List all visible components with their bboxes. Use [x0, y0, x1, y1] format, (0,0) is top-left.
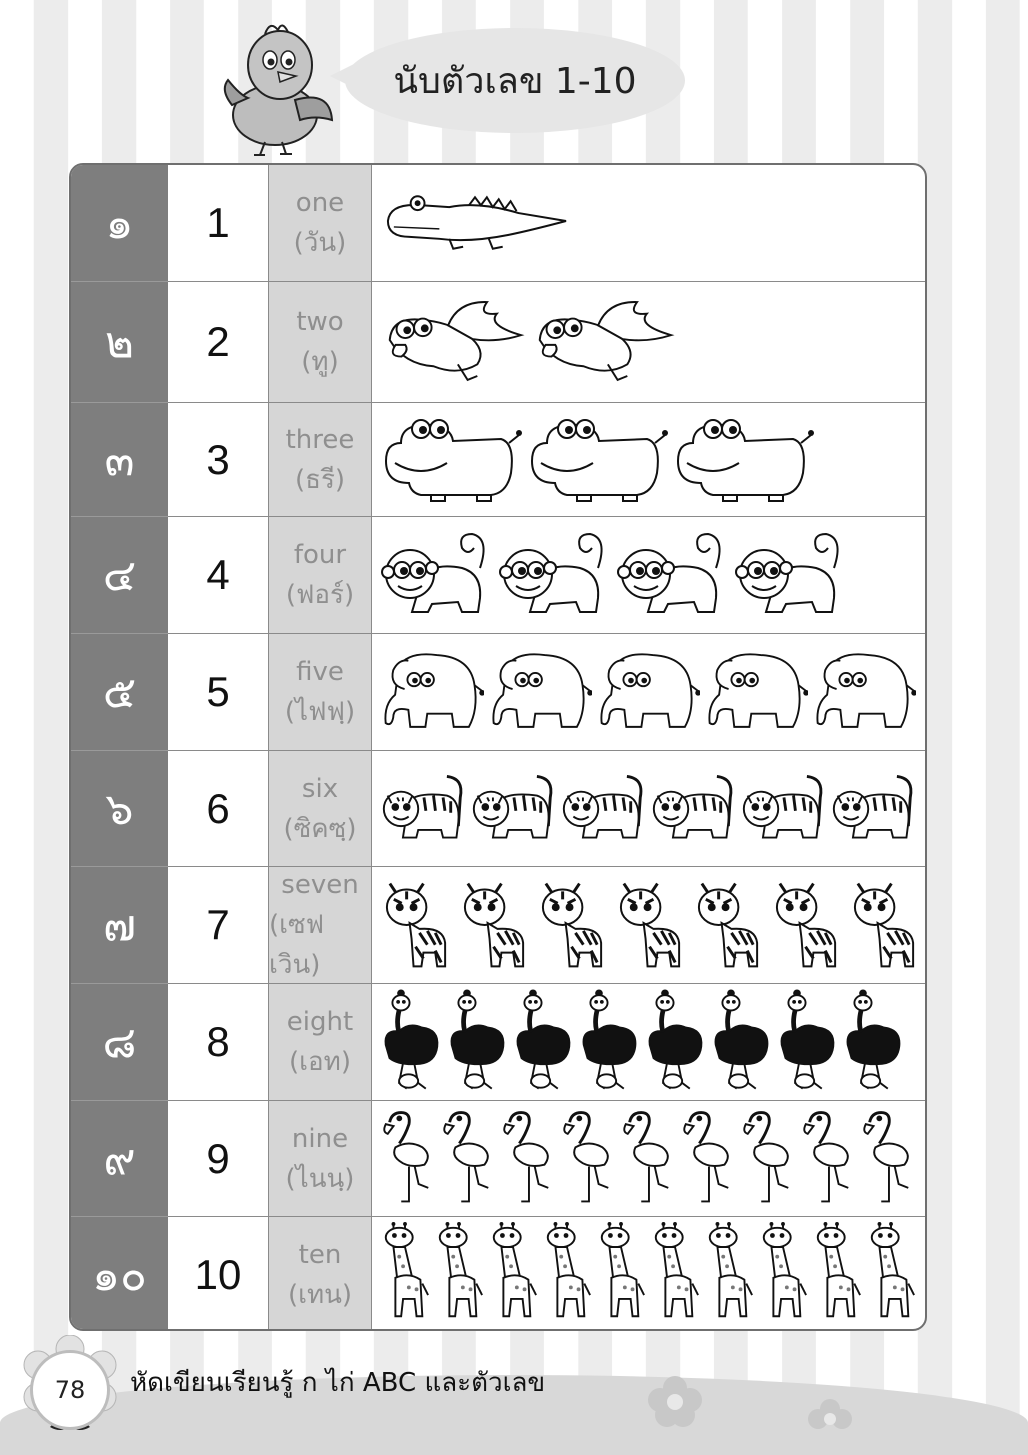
animal-pictures — [372, 751, 925, 866]
animal-pictures — [372, 634, 925, 750]
counting-table — [69, 163, 927, 1331]
english-word: five — [296, 657, 344, 687]
ostrich-icon — [710, 985, 772, 1099]
thai-pronunciation: (ฟอร์) — [285, 580, 355, 610]
table-row — [71, 1217, 925, 1331]
zebra-icon — [770, 873, 844, 977]
monkey-icon — [498, 528, 612, 622]
ostrich-icon — [644, 985, 706, 1099]
tiger-icon — [470, 767, 556, 851]
ostrich-icon — [446, 985, 508, 1099]
thai-pronunciation: (เซฟเวิน) — [269, 910, 325, 980]
english-word: eight — [286, 1007, 354, 1037]
ostrich-icon — [842, 985, 904, 1099]
animal-pictures — [372, 282, 925, 402]
chick-icon — [220, 20, 340, 160]
english-word: seven — [281, 870, 359, 900]
tiger-icon — [740, 767, 826, 851]
parrot-icon — [380, 295, 526, 389]
flamingo-icon — [800, 1107, 856, 1211]
tiger-icon — [380, 767, 466, 851]
tiger-icon — [830, 767, 916, 851]
english-word: six — [301, 773, 339, 804]
number-word-cell — [269, 403, 372, 516]
thai-pronunciation: (เอท) — [289, 1047, 351, 1077]
giraffe-icon — [488, 1219, 538, 1331]
thai-numeral: ๕ — [71, 634, 168, 751]
elephant-icon — [812, 647, 916, 737]
elephant-icon — [596, 647, 700, 737]
thai-pronunciation: (ธรี) — [294, 464, 346, 495]
giraffe-icon — [812, 1219, 862, 1331]
page-number-badge — [30, 1350, 110, 1430]
table-row — [71, 751, 925, 867]
number-word-cell — [269, 1101, 372, 1216]
flamingo-icon — [440, 1107, 496, 1211]
table-row — [71, 165, 925, 282]
table-row — [71, 403, 925, 517]
animal-pictures — [372, 403, 925, 516]
flamingo-icon — [500, 1107, 556, 1211]
animal-pictures — [372, 984, 925, 1100]
arabic-numeral: 7 — [168, 867, 269, 983]
page-header — [0, 0, 1028, 160]
thai-numeral: ๓ — [71, 403, 168, 517]
number-word-cell — [269, 751, 372, 866]
giraffe-icon — [542, 1219, 592, 1331]
animal-pictures — [372, 1217, 925, 1331]
number-word-cell — [269, 282, 372, 402]
thai-pronunciation: (ซิคซฺ) — [283, 813, 357, 844]
zebra-icon — [380, 873, 454, 977]
book-title: หัดเขียนเรียนรู้ ก ไก่ ABC และตัวเลข — [130, 1368, 546, 1398]
zebra-icon — [692, 873, 766, 977]
thai-numeral: ๑๐ — [71, 1217, 168, 1331]
ostrich-icon — [380, 985, 442, 1099]
thai-pronunciation: (เทน) — [287, 1280, 353, 1310]
arabic-numeral: 3 — [168, 403, 269, 516]
thai-numeral: ๗ — [71, 867, 168, 984]
ostrich-icon — [578, 985, 640, 1099]
arabic-numeral: 4 — [168, 517, 269, 633]
monkey-icon — [616, 528, 730, 622]
parrot-icon — [530, 295, 676, 389]
flower-icon — [640, 1370, 710, 1430]
thai-numeral: ๙ — [71, 1101, 168, 1217]
zebra-icon — [458, 873, 532, 977]
thai-numeral: ๑ — [71, 165, 168, 282]
thai-pronunciation: (วัน) — [293, 228, 347, 258]
crocodile-icon — [380, 190, 568, 256]
thai-pronunciation: (ไนนฺ) — [285, 1163, 355, 1194]
zebra-icon — [536, 873, 610, 977]
arabic-numeral: 8 — [168, 984, 269, 1100]
animal-pictures — [372, 867, 925, 983]
thai-pronunciation: (ไฟฟฺ) — [284, 697, 356, 727]
flamingo-icon — [740, 1107, 796, 1211]
english-word: three — [285, 424, 355, 455]
arabic-numeral: 9 — [168, 1101, 269, 1216]
number-word-cell — [269, 1217, 372, 1331]
monkey-icon — [734, 528, 848, 622]
flamingo-icon — [560, 1107, 616, 1211]
thai-pronunciation: (ทู) — [301, 347, 339, 377]
tiger-icon — [650, 767, 736, 851]
elephant-icon — [704, 647, 808, 737]
ostrich-icon — [512, 985, 574, 1099]
table-row — [71, 984, 925, 1101]
flamingo-icon — [860, 1107, 916, 1211]
zebra-icon — [614, 873, 688, 977]
thai-numeral: ๖ — [71, 751, 168, 867]
giraffe-icon — [758, 1219, 808, 1331]
arabic-numeral: 5 — [168, 634, 269, 750]
arabic-numeral: 1 — [168, 165, 269, 281]
hippo-icon — [526, 413, 668, 507]
giraffe-icon — [380, 1219, 430, 1331]
speech-bubble — [345, 28, 685, 133]
elephant-icon — [380, 647, 484, 737]
arabic-numeral: 2 — [168, 282, 269, 402]
table-row — [71, 634, 925, 751]
thai-numeral: ๔ — [71, 517, 168, 634]
number-word-cell — [269, 634, 372, 750]
page-footer — [0, 1330, 1028, 1433]
giraffe-icon — [650, 1219, 700, 1331]
number-word-cell — [269, 165, 372, 281]
tiger-icon — [560, 767, 646, 851]
table-row — [71, 517, 925, 634]
giraffe-icon — [866, 1219, 916, 1331]
arabic-numeral: 10 — [168, 1217, 269, 1331]
page-title: นับตัวเลข 1-10 — [393, 61, 637, 102]
english-word: nine — [291, 1123, 349, 1154]
number-word-cell — [269, 984, 372, 1100]
english-word: two — [296, 307, 344, 337]
number-word-cell — [269, 867, 372, 983]
flamingo-icon — [620, 1107, 676, 1211]
arabic-numeral: 6 — [168, 751, 269, 866]
ostrich-icon — [776, 985, 838, 1099]
animal-pictures — [372, 1101, 925, 1216]
table-row — [71, 1101, 925, 1217]
hippo-icon — [672, 413, 814, 507]
english-word: one — [295, 188, 345, 218]
flower-icon — [800, 1395, 860, 1435]
giraffe-icon — [434, 1219, 484, 1331]
thai-numeral: ๘ — [71, 984, 168, 1101]
monkey-icon — [380, 528, 494, 622]
flamingo-icon — [380, 1107, 436, 1211]
giraffe-icon — [704, 1219, 754, 1331]
english-word: ten — [298, 1240, 342, 1270]
number-word-cell — [269, 517, 372, 633]
table-row — [71, 867, 925, 984]
zebra-icon — [848, 873, 922, 977]
animal-pictures — [372, 165, 925, 281]
english-word: four — [293, 540, 347, 570]
thai-numeral: ๒ — [71, 282, 168, 403]
hippo-icon — [380, 413, 522, 507]
table-row — [71, 282, 925, 403]
flamingo-icon — [680, 1107, 736, 1211]
giraffe-icon — [596, 1219, 646, 1331]
animal-pictures — [372, 517, 925, 633]
page-number: 78 — [54, 1376, 86, 1404]
elephant-icon — [488, 647, 592, 737]
